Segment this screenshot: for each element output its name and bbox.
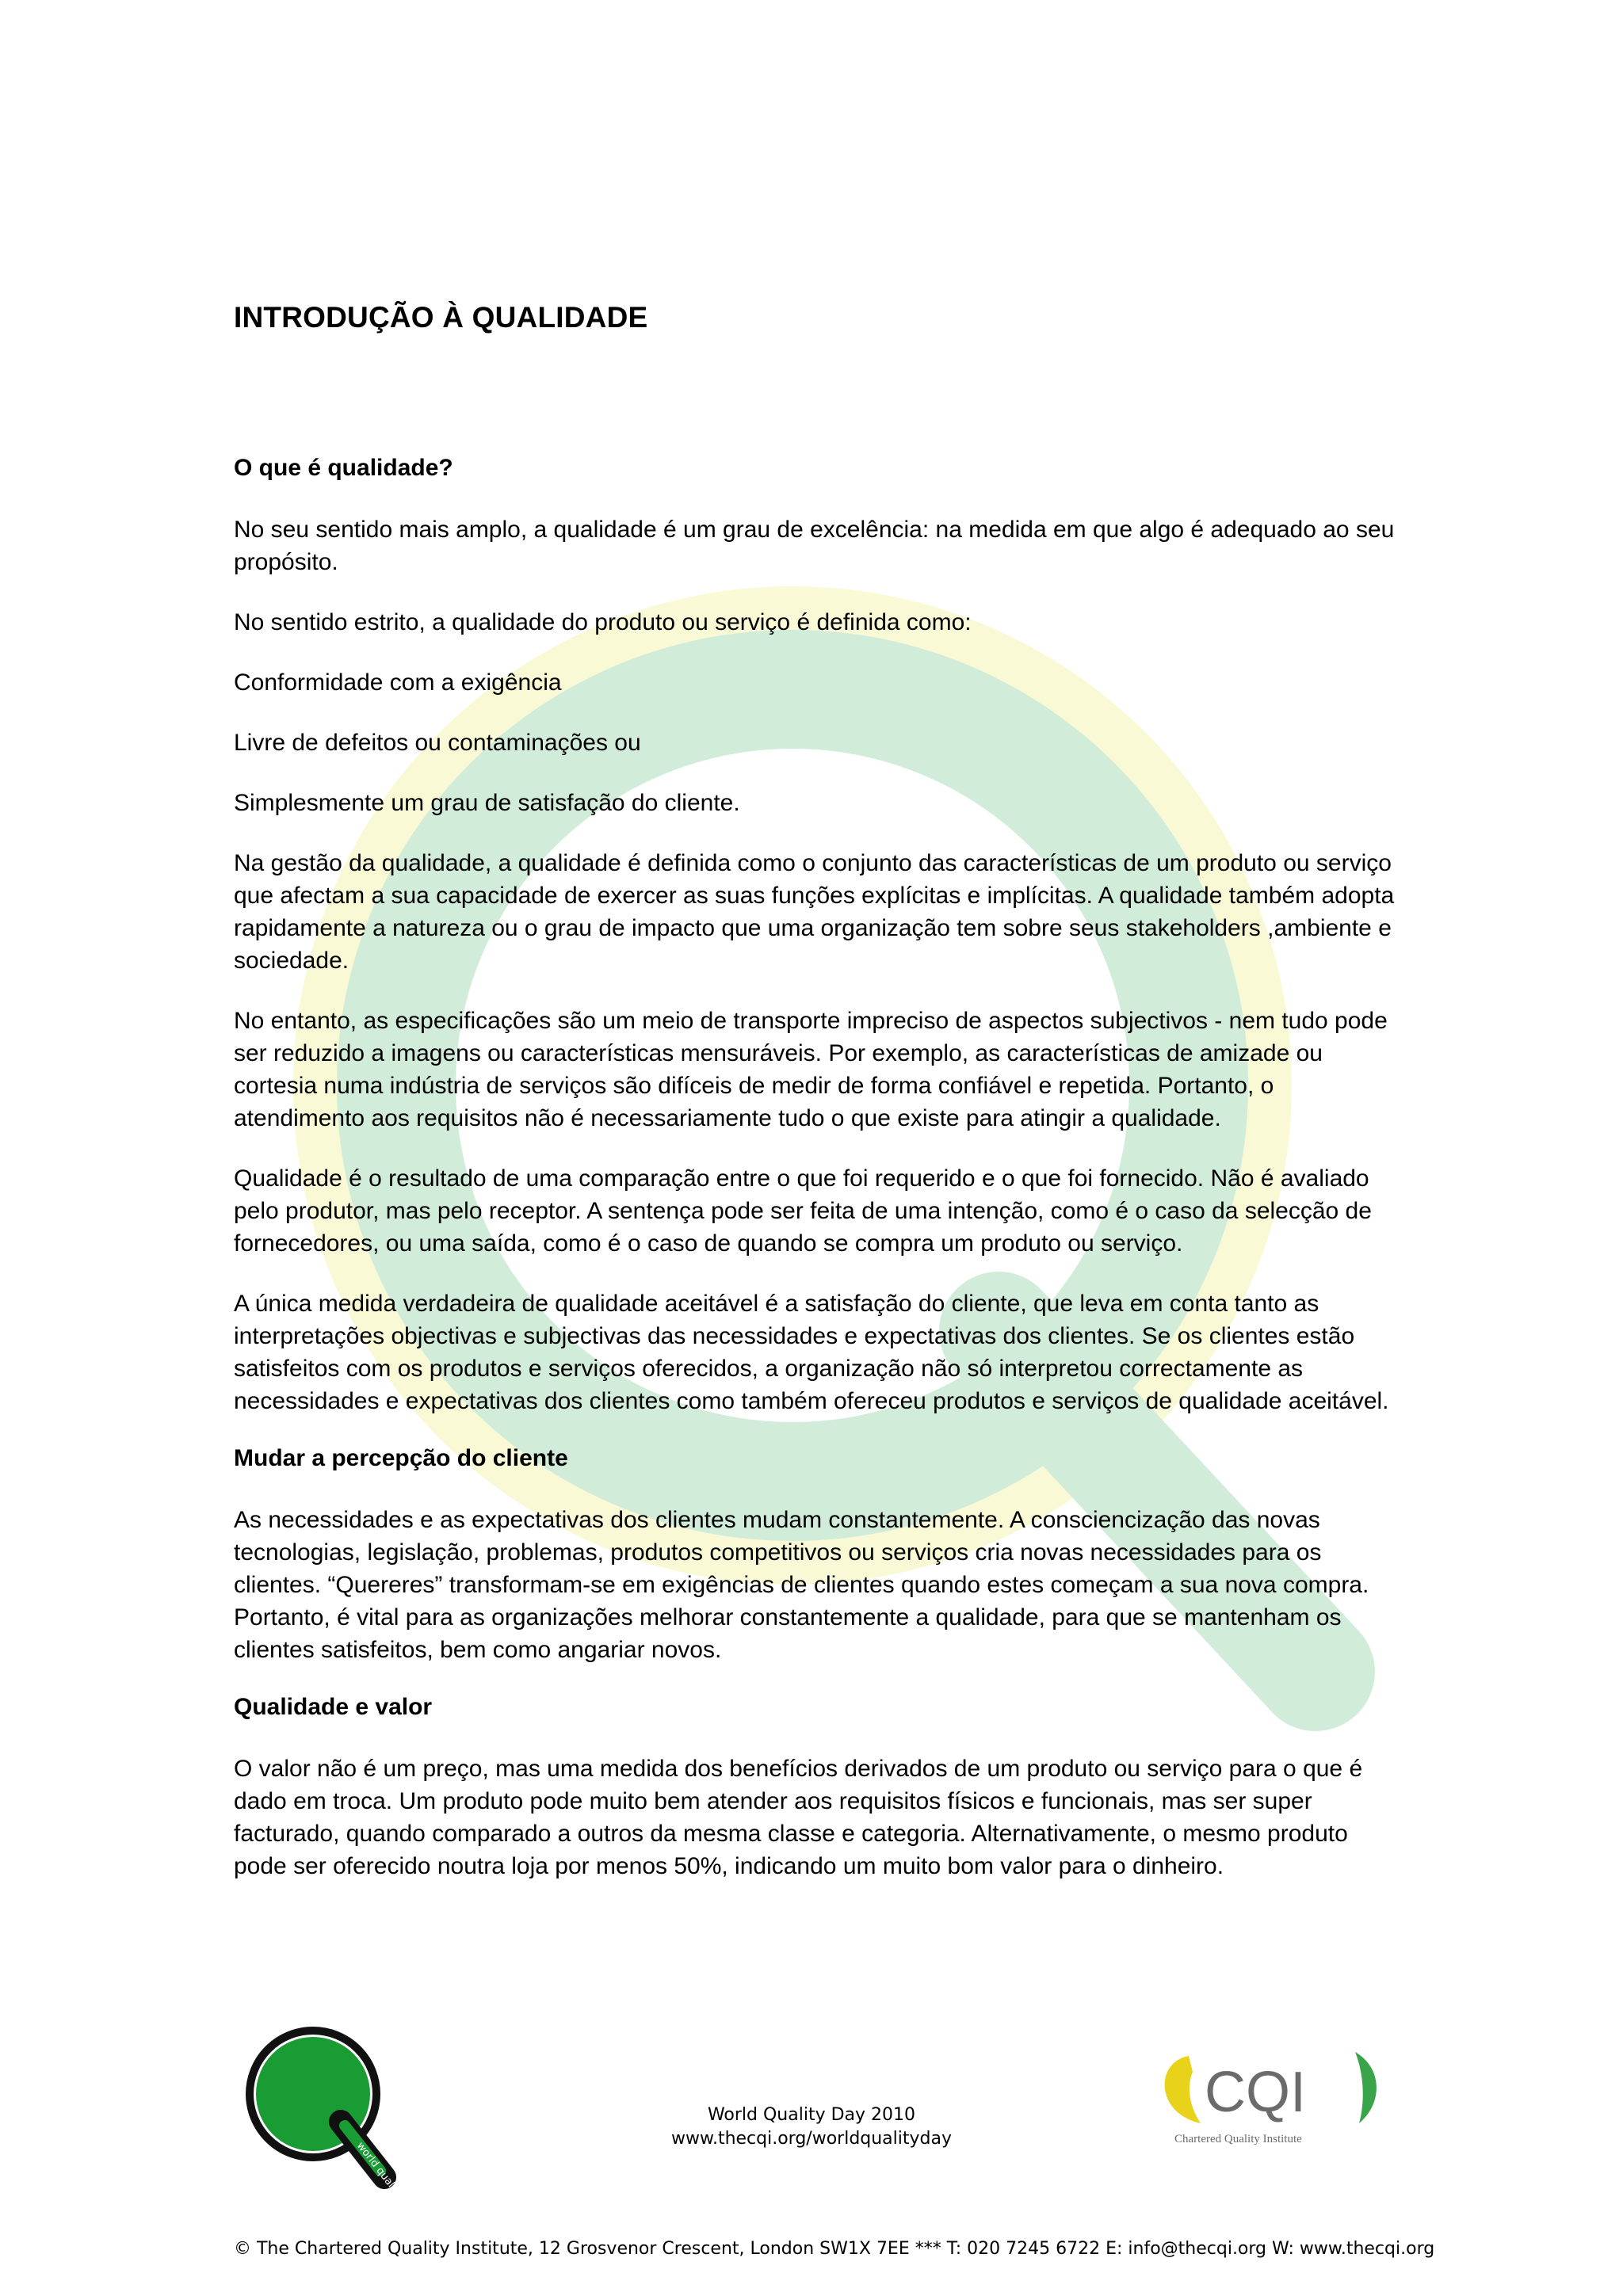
- footer-url[interactable]: www.thecqi.org/worldqualityday: [670, 2129, 953, 2149]
- section-heading: O que é qualidade?: [234, 455, 453, 481]
- page-title: INTRODUÇÃO À QUALIDADE: [234, 301, 648, 334]
- footer-copyright: © The Chartered Quality Institute, 12 Grosvenor Crescent, London SW1X 7EE *** T: 020 7245 6722 E: info@thecqi.org W: www.thecqi.org: [234, 2239, 1435, 2259]
- section-heading: Qualidade e valor: [234, 1694, 433, 1720]
- paragraph: Simplesmente um grau de satisfação do cliente.: [234, 790, 740, 816]
- paragraph: Conformidade com a exigência: [234, 669, 562, 696]
- footer-center: [555, 2103, 1068, 2151]
- cqi-logo: [1157, 2044, 1387, 2147]
- paragraph: No entanto, as especificações são um meio de transporte impreciso de aspectos subjectivos - nem tudo pode ser reduzido a imagens ou características mensuráveis. Por exemplo, as características de amizade ou cortesia numa indústria de serviços são difíceis de medir de forma confiável e repetida. Portanto, o atendimento aos requisitos não é necessariamente tudo o que existe para atingir a qualidade.: [234, 1008, 1388, 1131]
- paragraph: No sentido estrito, a qualidade do produto ou serviço é definida como:: [234, 609, 972, 635]
- cqi-logo-text: CQI: [1205, 2061, 1307, 2124]
- world-quality-day-logo: [238, 2019, 437, 2241]
- cqi-logo-subtext: Chartered Quality Institute: [1174, 2133, 1302, 2145]
- paragraph: Livre de defeitos ou contaminações ou: [234, 730, 641, 756]
- paragraph: A única medida verdadeira de qualidade aceitável é a satisfação do cliente, que leva em conta tanto as interpretações objectivas e subjectivas das necessidades e expectativas dos clientes. Se os clientes estão satisfeitos com os produtos e serviços oferecidos, a organização não só interpretou correctamente as necessidades e expectativas dos clientes como também ofereceu produtos e serviços de qualidade aceitável.: [234, 1291, 1389, 1414]
- logo-left-text: world quality day 2010: [353, 2140, 437, 2241]
- paragraph: Na gestão da qualidade, a qualidade é definida como o conjunto das características de um produto ou serviço que afectam a sua capacidade de exercer as suas funções explícitas e implícitas. A qualidade também adopta rapidamente a natureza ou o grau de impacto que uma organização tem sobre seus stakeholders ,ambiente e sociedade.: [234, 850, 1395, 974]
- section-heading: Mudar a percepção do cliente: [234, 1445, 568, 1471]
- footer-event: World Quality Day 2010: [707, 2105, 916, 2125]
- paragraph: As necessidades e as expectativas dos clientes mudam constantemente. A consciencização das novas tecnologias, legislação, problemas, produtos competitivos ou serviços cria novas necessidades para os clientes. “Quereres” transformam-se em exigências de clientes quando estes começam a sua nova compra. Portanto, é vital para as organizações melhorar constantemente a qualidade, para que se mantenham os clientes satisfeitos, bem como angariar novos.: [234, 1507, 1369, 1663]
- document-body: [234, 301, 1407, 1910]
- paragraph: Qualidade é o resultado de uma comparação entre o que foi requerido e o que foi fornecido. Não é avaliado pelo produtor, mas pelo receptor. A sentença pode ser feita de uma intenção, como é o caso da selecção de fornecedores, ou uma saída, como é o caso de quando se compra um produto ou serviço.: [234, 1165, 1372, 1257]
- paragraph: No seu sentido mais amplo, a qualidade é um grau de excelência: na medida em que algo é adequado ao seu propósito.: [234, 517, 1395, 575]
- paragraph: O valor não é um preço, mas uma medida dos benefícios derivados de um produto ou serviço para o que é dado em troca. Um produto pode muito bem atender aos requisitos físicos e funcionais, mas ser super facturado, quando comparado a outros da mesma classe e categoria. Alternativamente, o mesmo produto pode ser oferecido noutra loja por menos 50%, indicando um muito bom valor para o dinheiro.: [234, 1756, 1363, 1879]
